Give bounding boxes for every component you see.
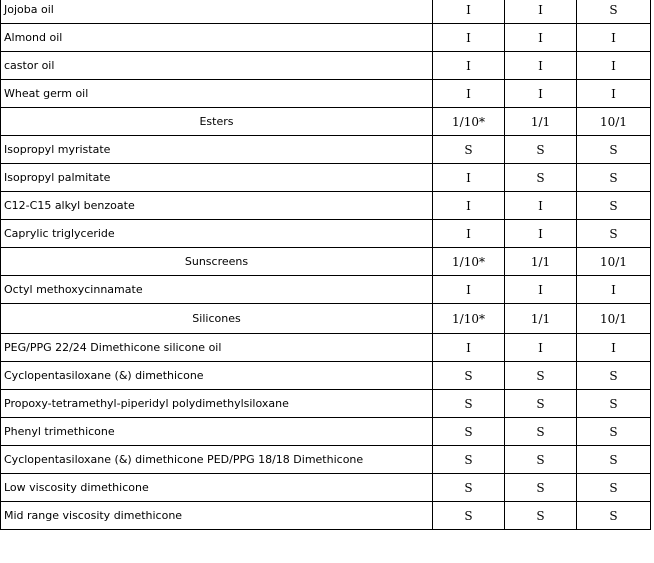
solubility-value-cell: S [577,390,651,418]
solubility-value-cell: I [505,24,577,52]
ratio-header-cell: 10/1 [577,108,651,136]
solubility-value-cell: S [577,502,651,530]
table-body [1,0,651,530]
table-row [1,390,651,418]
category-name: Esters [1,108,433,136]
ratio-header-cell: 1/1 [505,304,577,334]
category-header-row [1,304,651,334]
ratio-header-cell: 1/10* [433,108,505,136]
solubility-value-cell: S [577,362,651,390]
category-header-row [1,248,651,276]
ingredient-name: Low viscosity dimethicone [1,474,433,502]
solubility-value-cell: S [433,362,505,390]
solubility-value-cell: I [433,24,505,52]
ingredient-name: Caprylic triglyceride [1,220,433,248]
category-name: Silicones [1,304,433,334]
ingredient-name: PEG/PPG 22/24 Dimethicone silicone oil [1,334,433,362]
ingredient-name: Isopropyl palmitate [1,164,433,192]
solubility-value-cell: I [577,80,651,108]
ingredient-name: Wheat germ oil [1,80,433,108]
ratio-header-cell: 1/1 [505,248,577,276]
solubility-value-cell: S [433,418,505,446]
solubility-value-cell: S [577,474,651,502]
solubility-value-cell: S [433,390,505,418]
ingredient-name: Propoxy-tetramethyl-piperidyl polydimethylsiloxane [1,390,433,418]
table-row [1,192,651,220]
ingredient-name: C12-C15 alkyl benzoate [1,192,433,220]
solubility-value-cell: S [433,446,505,474]
solubility-value-cell: I [433,220,505,248]
ratio-header-cell: 10/1 [577,248,651,276]
solubility-value-cell: S [577,136,651,164]
solubility-value-cell: I [505,334,577,362]
ratio-header-cell: 1/1 [505,108,577,136]
table-row [1,276,651,304]
table-row [1,474,651,502]
solubility-value-cell: I [433,52,505,80]
solubility-value-cell: S [577,164,651,192]
solubility-value-cell: I [433,192,505,220]
solubility-value-cell: I [433,0,505,24]
solubility-value-cell: I [433,80,505,108]
ingredient-name: Octyl methoxycinnamate [1,276,433,304]
table-row [1,164,651,192]
solubility-value-cell: I [577,24,651,52]
solubility-value-cell: I [505,52,577,80]
table-row [1,220,651,248]
ingredient-name: castor oil [1,52,433,80]
solubility-value-cell: I [433,334,505,362]
ingredient-name: Cyclopentasiloxane (&) dimethicone [1,362,433,390]
solubility-value-cell: S [505,474,577,502]
table-row [1,418,651,446]
solubility-value-cell: S [505,390,577,418]
solubility-value-cell: I [577,276,651,304]
ratio-header-cell: 10/1 [577,304,651,334]
solubility-value-cell: S [505,502,577,530]
ingredient-name: Isopropyl myristate [1,136,433,164]
solubility-value-cell: S [577,220,651,248]
solubility-value-cell: S [505,362,577,390]
solubility-value-cell: S [577,192,651,220]
solubility-value-cell: I [433,164,505,192]
solubility-value-cell: I [505,80,577,108]
ingredient-name: Mid range viscosity dimethicone [1,502,433,530]
solubility-value-cell: I [505,192,577,220]
table-row [1,136,651,164]
ingredient-name: Phenyl trimethicone [1,418,433,446]
solubility-value-cell: S [433,474,505,502]
table-row [1,502,651,530]
solubility-value-cell: I [505,220,577,248]
solubility-value-cell: S [433,136,505,164]
ratio-header-cell: 1/10* [433,248,505,276]
solubility-value-cell: I [505,0,577,24]
table-row [1,80,651,108]
solubility-value-cell: S [577,418,651,446]
solubility-value-cell: S [505,164,577,192]
table-row [1,0,651,24]
solubility-value-cell: S [577,446,651,474]
solubility-value-cell: S [505,418,577,446]
solubility-value-cell: S [577,0,651,24]
ingredient-name: Cyclopentasiloxane (&) dimethicone PED/PPG 18/18 Dimethicone [1,446,433,474]
solubility-value-cell: S [433,502,505,530]
ingredient-name: Almond oil [1,24,433,52]
table-row [1,24,651,52]
ingredient-name: Jojoba oil [1,0,433,24]
solubility-value-cell: I [505,276,577,304]
solubility-value-cell: S [505,136,577,164]
table-row [1,334,651,362]
category-name: Sunscreens [1,248,433,276]
table-row [1,52,651,80]
table-row [1,446,651,474]
table-row [1,362,651,390]
solubility-value-cell: I [577,52,651,80]
solubility-value-cell: I [577,334,651,362]
solubility-value-cell: S [505,446,577,474]
solubility-value-cell: I [433,276,505,304]
category-header-row [1,108,651,136]
ratio-header-cell: 1/10* [433,304,505,334]
